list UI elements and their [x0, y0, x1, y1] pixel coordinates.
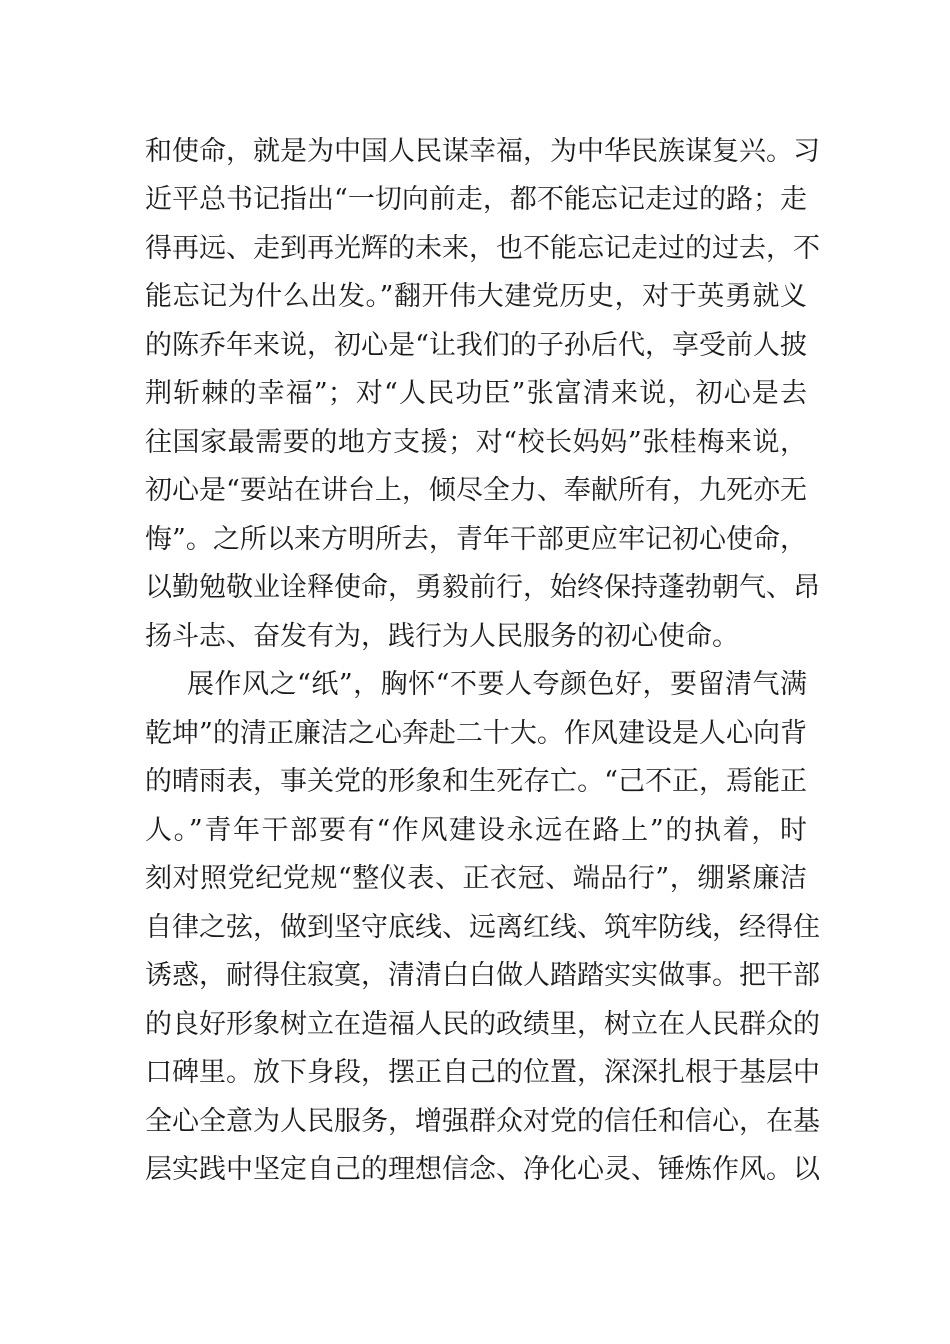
text-line: 以勤勉敬业诠释使命，勇毅前行，始终保持蓬勃朝气、昂 [145, 572, 820, 603]
text-line: 的陈乔年来说，初心是“让我们的子孙后代，享受前人披 [145, 330, 807, 361]
paragraph-last-line: 扬斗志、奋发有为，践行为人民服务的初心使命。 [145, 621, 739, 652]
text-line: 诱惑，耐得住寂寞，清清白白做人踏踏实实做事。把干部 [145, 960, 820, 991]
text-line: 口碑里。放下身段，摆正自己的位置，深深扎根于基层中 [145, 1057, 820, 1088]
text-line: 的晴雨表，事关党的形象和生死存亡。“己不正，焉能正 [145, 766, 807, 797]
text-line: 的良好形象树立在造福人民的政绩里，树立在人民群众的 [145, 1009, 820, 1040]
text-line: 和使命，就是为中国人民谋幸福，为中华民族谋复兴。习 [145, 136, 820, 167]
text-line: 全心全意为人民服务，增强群众对党的信任和信心，在基 [145, 1106, 820, 1137]
text-line: 近平总书记指出“一切向前走，都不能忘记走过的路；走 [145, 184, 807, 215]
text-line: 乾坤”的清正廉洁之心奔赴二十大。作风建设是人心向背 [145, 718, 807, 749]
paragraph-first-line: 展作风之“纸”，胸怀“不要人夸颜色好，要留清气满 [187, 669, 807, 700]
text-line: 层实践中坚定自己的理想信念、净化心灵、锤炼作风。以 [145, 1154, 820, 1185]
text-line: 荆斩棘的幸福”；对“人民功臣”张富清来说，初心是去 [145, 378, 807, 409]
text-line: 刻对照党纪党规“整仪表、正衣冠、端品行”，绷紧廉洁 [145, 863, 807, 894]
text-line: 悔”。之所以来方明所去，青年干部更应牢记初心使命， [145, 524, 807, 555]
text-line: 往国家最需要的地方支援；对“校长妈妈”张桂梅来说， [145, 427, 807, 458]
text-line: 得再远、走到再光辉的未来，也不能忘记走过的过去，不 [145, 233, 820, 264]
text-line: 能忘记为什么出发。”翻开伟大建党历史，对于英勇就义 [145, 281, 807, 312]
text-line: 初心是“要站在讲台上，倾尽全力、奉献所有，九死亦无 [145, 475, 807, 506]
text-line: 人。”青年干部要有“作风建设永远在路上”的执着，时 [145, 815, 807, 846]
text-line: 自律之弦，做到坚守底线、远离红线、筑牢防线，经得住 [145, 912, 820, 943]
